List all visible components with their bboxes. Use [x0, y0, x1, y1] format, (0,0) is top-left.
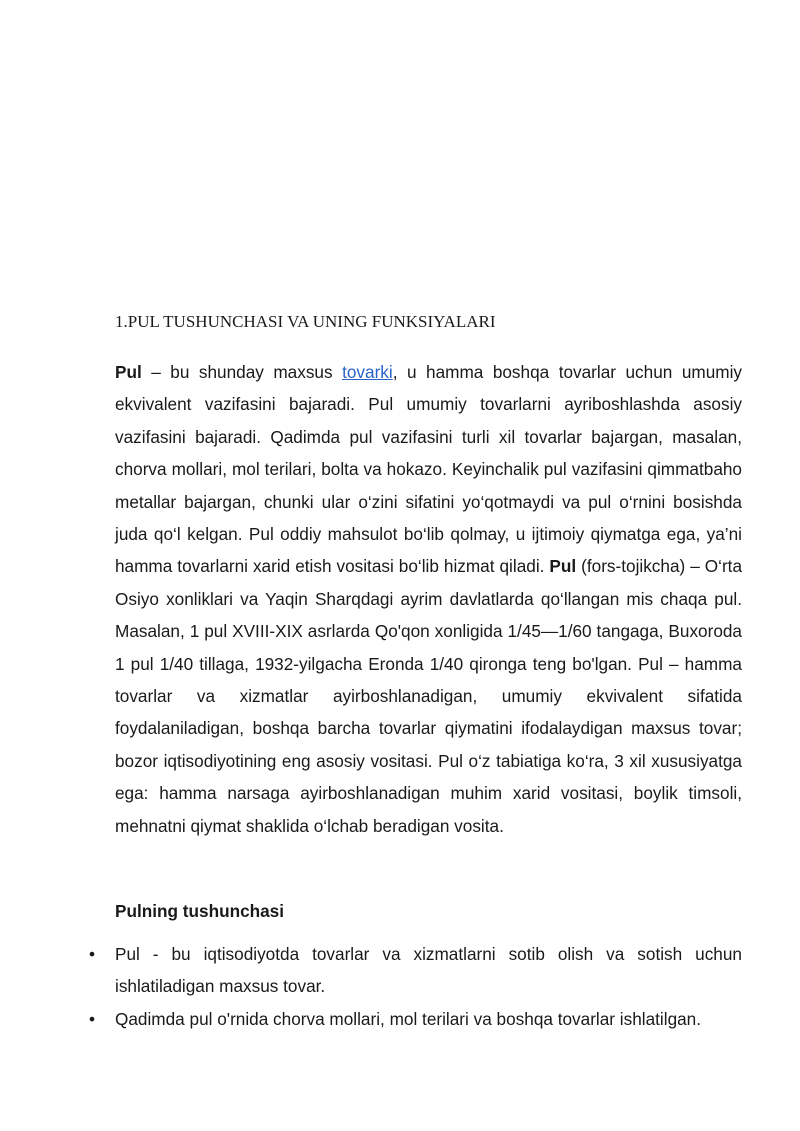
tovarki-link[interactable]: tovarki: [342, 362, 393, 382]
section-heading: 1.PUL TUSHUNCHASI VA UNING FUNKSIYALARI: [115, 312, 496, 331]
paragraph-text-3: (fors-tojikcha) – O‘rta Osiyo xonliklari va Yaqin Sharqdagi ayrim davlatlarda qo‘llangan mis chaqa pul. Masalan, 1 pul XVIII-XIX asrlarda Qo'qon xonligida 1/45—1/60 tangaga, Buxoroda 1 pul 1/40 tillaga, 1932-yilgacha Eronda 1/40 qironga teng bo'lgan. Pul – hamma tovarlar va xizmatlar ayirboshlanadigan, umumiy ekvivalent sifatida foydalaniladigan, boshqa barcha tovarlar qiymatini ifodalaydigan maxsus tovar; bozor iqtisodiyotining eng asosiy vositasi. Pul o‘z tabiatiga ko‘ra, 3 xil xususiyatga ega: hamma narsaga ayirboshlanadigan muhim xarid vositasi, boylik timsoli, mehnatni qiymat shaklida o‘lchab beradigan vosita.: [115, 556, 743, 836]
body-paragraph: [115, 356, 742, 842]
list-item: [85, 938, 742, 1003]
term-pul: Pul: [115, 362, 142, 382]
term-pul-2: Pul: [549, 556, 577, 577]
paragraph-text-2: , u hamma boshqa tovarlar uchun umumiy ekvivalent vazifasini bajaradi. Pul umumiy tovarlarni ayriboshlashda asosiy vazifasini bajaradi. Qadimda pul vazifasini turli xil tovarlar bajargan, masalan, chorva mollari, mol terilari, bolta va hokazo. Keyinchalik pul vazifasini qimmatbaho metallar bajargan, chunki ular o‘zini sifatini yo‘qotmaydi va pul o‘rnini bosishda juda qo‘l kelgan. Pul oddiy mahsulot bo‘lib qolmay, u ijtimoiy qiymatga ega, ya’ni hamma tovarlarni xarid etish vositasi bo‘lib hizmat qiladi.: [115, 362, 742, 577]
list-item: [85, 1003, 742, 1035]
list-item-text: Pul - bu iqtisodiyotda tovarlar va xizmatlarni sotib olish va sotish uchun ishlatiladigan maxsus tovar.: [115, 944, 742, 997]
list-item-text: Qadimda pul o'rnida chorva mollari, mol terilari va boshqa tovarlar ishlatilgan.: [115, 1008, 702, 1029]
paragraph-text-1: – bu shunday maxsus: [141, 362, 343, 382]
subheading-pulning-tushunchasi: Pulning tushunchasi: [115, 901, 285, 921]
bullet-list: [85, 938, 742, 1035]
bullet-icon: •: [88, 1008, 96, 1029]
bullet-icon: •: [88, 944, 96, 964]
